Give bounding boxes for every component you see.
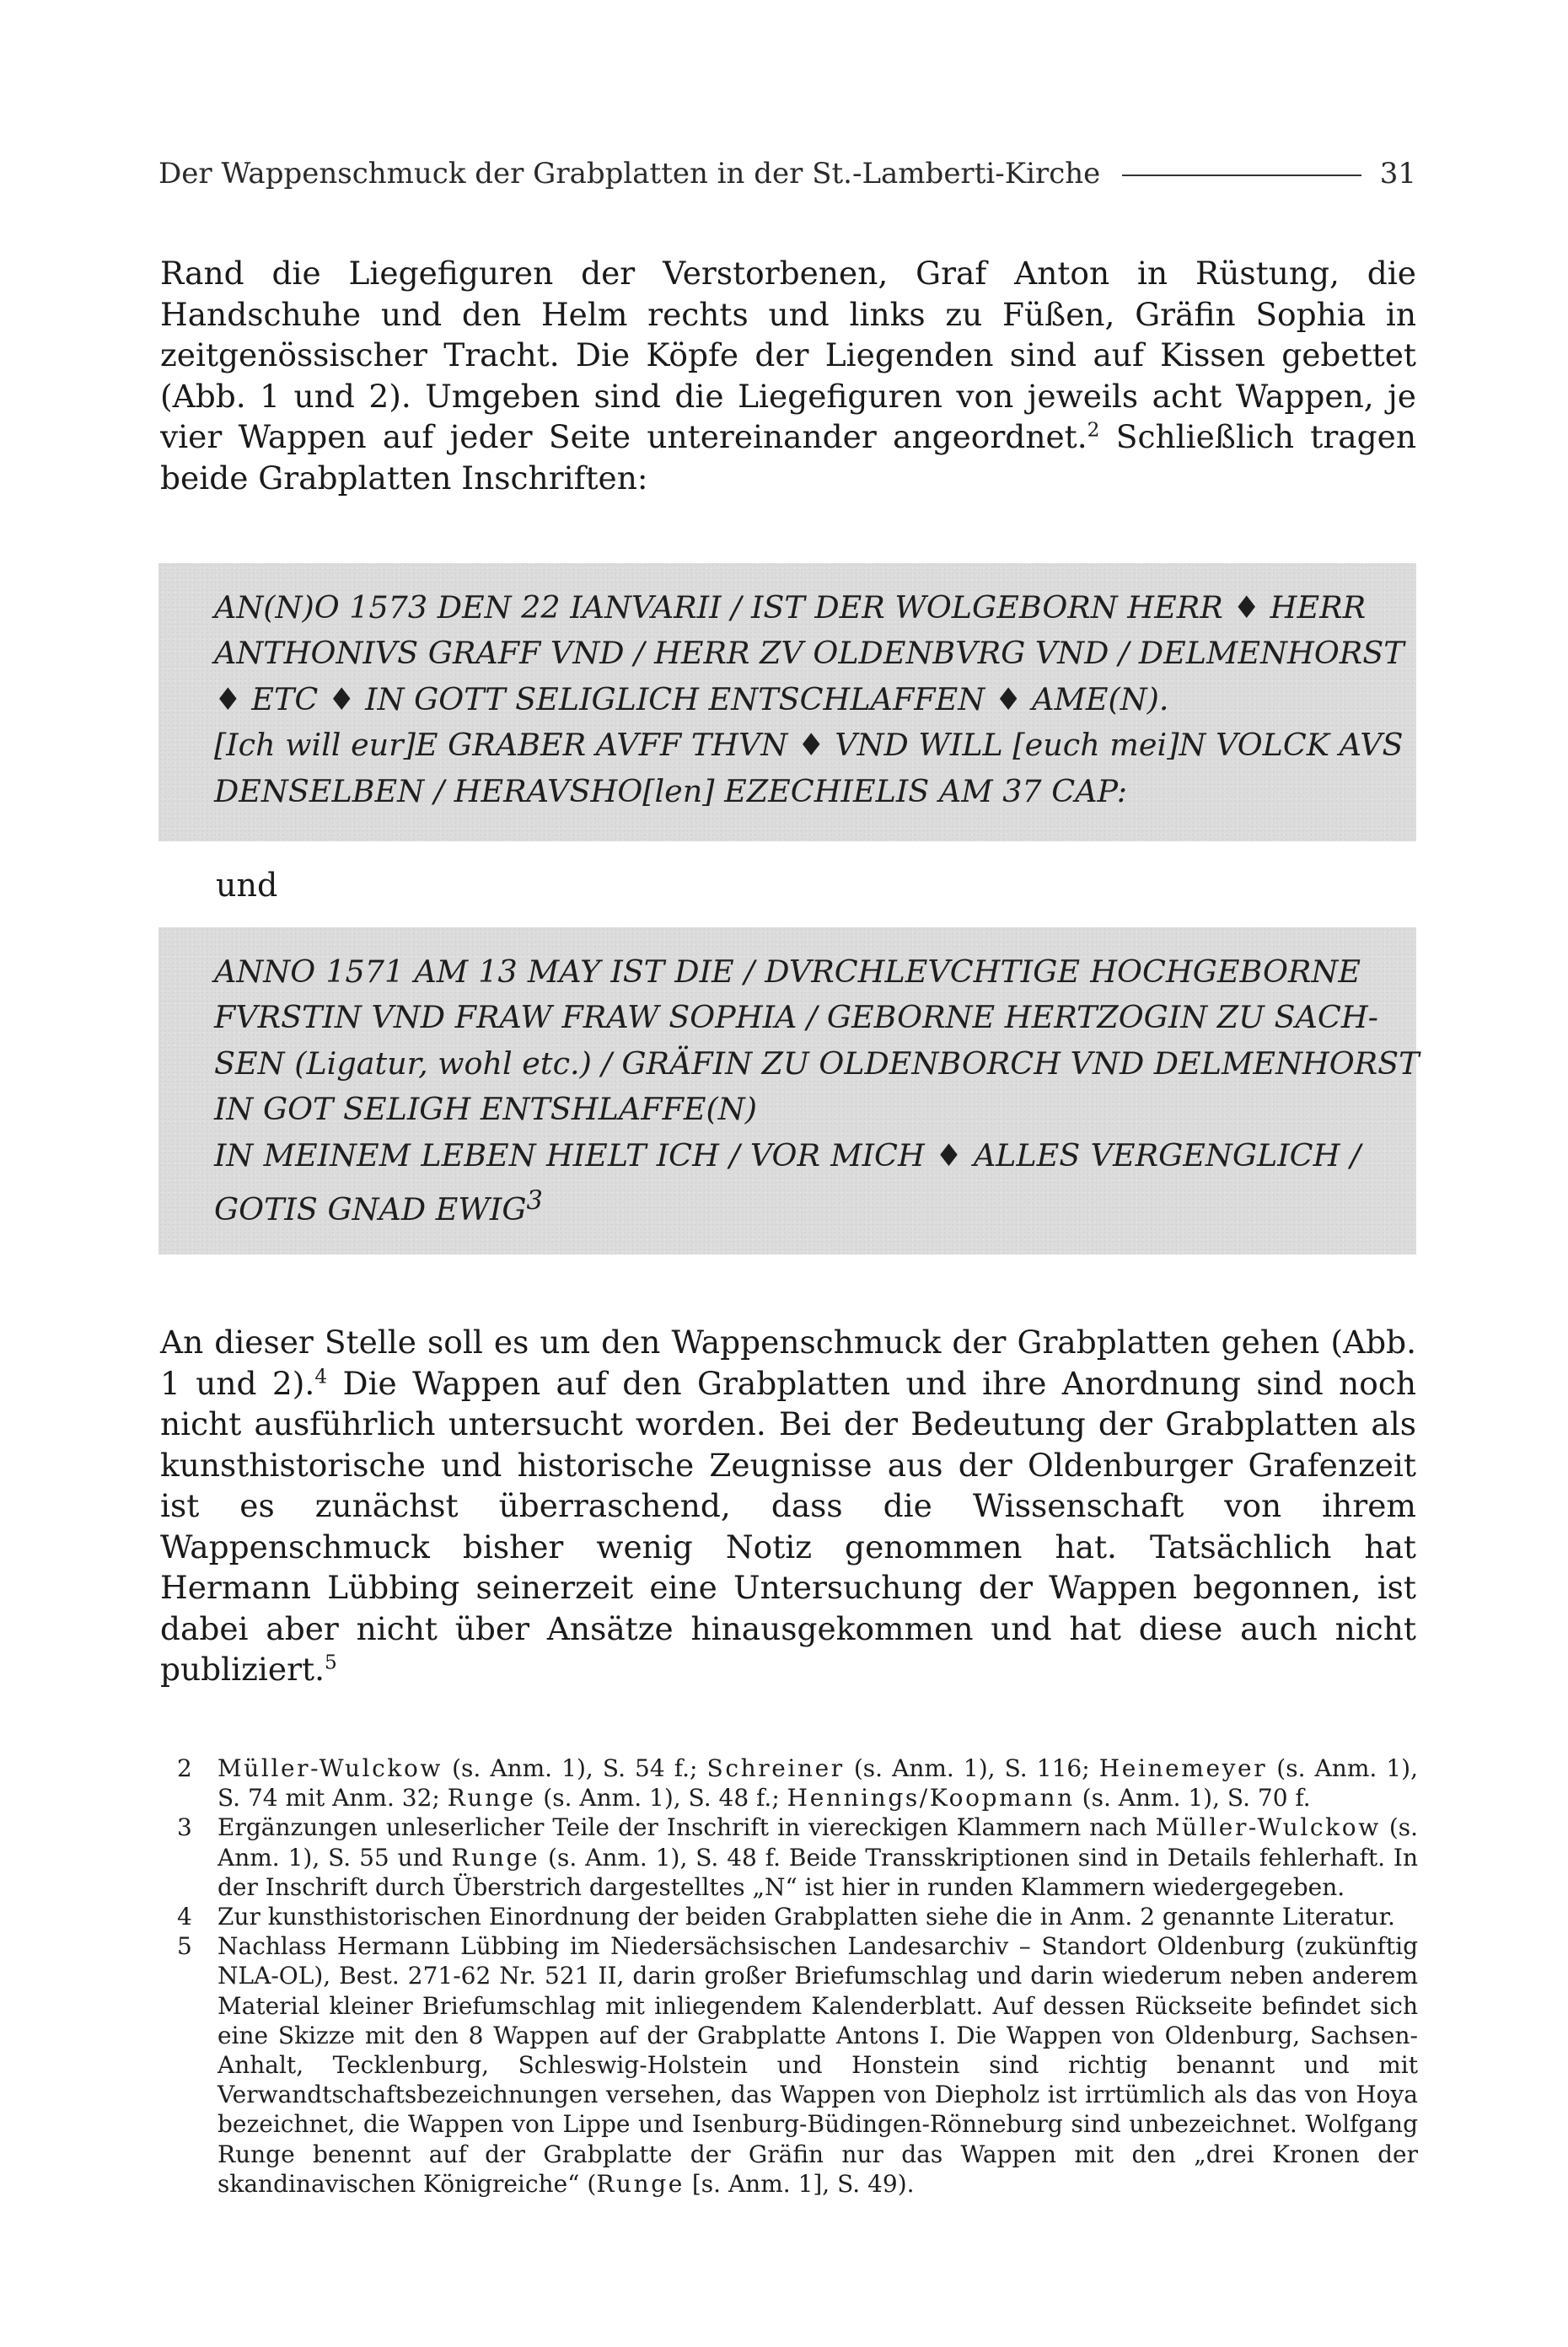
footnotes xyxy=(177,1754,1418,2199)
footnote-number: 4 xyxy=(177,1903,192,1931)
paragraph-discussion-text-b: Die Wappen auf den Grabplatten und ihre Anordnung sind noch nicht ausführlich untersucht worden. Bei der Bedeutung der Grabplatten als kunsthistorische und historische Zeugnisse aus der Oldenburger Grafenzeit ist es zunächst überraschend, dass die Wissenschaft von ihrem Wappenschmuck bisher wenig Notiz genommen hat. Tatsächlich hat Hermann Lübbing seinerzeit eine Untersuchung der Wappen begonnen, ist dabei aber nicht über Ansätze hinausgekommen und hat diese auch nicht publiziert. xyxy=(160,1364,1416,1688)
inscription-text: EZECHIELIS AM 37 CAP: xyxy=(714,772,1128,809)
footnote-text xyxy=(217,1754,1418,1813)
author-name: Schreiner xyxy=(706,1754,845,1782)
inscription-line: ANNO 1571 AM 13 MAY IST DIE / DVRCHLEVCHTIGE HOCHGEBORNE xyxy=(214,953,1361,990)
footnote-ref-3: 3 xyxy=(526,1186,543,1216)
author-name: Müller-Wulckow xyxy=(1155,1813,1381,1842)
footnote-ref-4: 4 xyxy=(314,1365,328,1388)
footnote-ref-2: 2 xyxy=(1087,418,1100,442)
inscription-line: AN(N)O 1573 DEN 22 IANVARII / IST DER WOLGEBORN HERR ♦ HERR xyxy=(214,589,1367,626)
footnote-segment: [s. Anm. 1], S. 49). xyxy=(684,2169,915,2198)
inscription-line xyxy=(214,769,1361,814)
inscription-text: SEN xyxy=(214,1045,295,1082)
running-header-title: Der Wappenschmuck der Grabplatten in der St.-Lamberti-Kirche xyxy=(158,157,1101,191)
inscription-supplement: [len] xyxy=(642,772,715,809)
author-name: Runge xyxy=(451,1843,540,1872)
footnote-segment: (s. Anm. 1), S. 48 f. Beide Transskriptionen sind in Details fehlerhaft. In der Inschrift durch Überstrich dargestelltes „N“ ist hier in runden Klammern wiedergegeben. xyxy=(217,1843,1418,1901)
inscription-supplement: [euch mei] xyxy=(1012,727,1179,764)
running-header xyxy=(158,150,1416,197)
footnote-number: 5 xyxy=(177,1932,192,1961)
footnote-segment: (s. Anm. 1), S. 54 f.; xyxy=(443,1754,707,1782)
author-name: Runge xyxy=(596,2169,685,2198)
paragraph-intro-text-b: Schließlich tragen beide Grabplatten Inschriften: xyxy=(160,418,1416,497)
inscription-line: ♦ ETC ♦ IN GOTT SELIGLICH ENTSCHLAFFEN ♦ AME(N). xyxy=(214,680,1169,717)
footnote-segment: (s. Anm. 1), S. 116; xyxy=(844,1754,1099,1782)
footnote-number: 2 xyxy=(177,1754,192,1782)
inscription-box-sophia xyxy=(158,927,1420,1254)
inscription-line: FVRSTIN VND FRAW FRAW SOPHIA / GEBORNE HERTZOGIN ZU SACH- xyxy=(214,999,1378,1036)
inscription-text: / GRÄFIN ZU OLDENBORCH VND DELMENHORST xyxy=(591,1045,1420,1082)
footnote-segment: (s. Anm. 1), S. 48 f.; xyxy=(535,1784,787,1813)
footnote-2 xyxy=(177,1754,1418,1813)
footnote-text xyxy=(217,1931,1418,2199)
footnote-segment: (s. Anm. 1), S. 70 f. xyxy=(1074,1784,1311,1813)
footnote-segment: (s. Anm. 1), S. 55 und xyxy=(217,1813,1419,1872)
paragraph-discussion-text-a: An dieser Stelle soll es um den Wappenschmuck der Grabplatten gehen (Abb. 1 und 2). xyxy=(160,1324,1416,1402)
footnote-4 xyxy=(177,1902,1418,1931)
inscription-text: GOTIS GNAD EWIG xyxy=(214,1191,527,1228)
author-name: Müller-Wulckow xyxy=(217,1754,443,1782)
footnote-text: Zur kunsthistorischen Einordnung der beiden Grabplatten siehe die in Anm. 2 genannte Literatur. xyxy=(217,1903,1395,1931)
footnote-text xyxy=(217,1813,1418,1902)
footnote-5 xyxy=(177,1931,1418,2199)
footnote-number: 3 xyxy=(177,1813,192,1842)
inscription-box-anton xyxy=(158,563,1416,841)
inscription-line: IN MEINEM LEBEN HIELT ICH / VOR MICH ♦ ALLES VERGENGLICH / xyxy=(214,1136,1361,1174)
paragraph-discussion xyxy=(160,1322,1416,1690)
header-rule xyxy=(1122,175,1361,176)
inscription-text: DENSELBEN / HERAVSHO xyxy=(214,772,643,809)
inscription-text: N VOLCK AVS xyxy=(1179,727,1404,764)
inscription-line xyxy=(214,1041,1420,1087)
inscription-text: E GRABER AVFF THVN ♦ VND WILL xyxy=(415,727,1013,764)
inscription-ligature-note: (Ligatur, wohl etc.) xyxy=(294,1045,592,1082)
footnote-3 xyxy=(177,1813,1418,1902)
author-name: Hennings/Koopmann xyxy=(787,1784,1075,1813)
page-number: 31 xyxy=(1379,157,1416,191)
conjunction-und: und xyxy=(216,867,278,904)
paragraph-intro-text-a: Rand die Liegefiguren der Verstorbenen, Graf Anton in Rüstung, die Handschuhe und den Helm rechts und links zu Füßen, Gräfin Sophia in zeitgenössischer Tracht. Die Köpfe der Liegenden sind auf Kissen gebettet (Abb. 1 und 2). Umgeben sind die Liegefiguren von jeweils acht Wappen, je vier Wappen auf jeder Seite untereinander angeordnet. xyxy=(160,255,1416,455)
footnote-ref-5: 5 xyxy=(325,1651,337,1674)
inscription-line xyxy=(214,1179,1361,1233)
author-name: Runge xyxy=(447,1784,536,1813)
footnote-segment: Ergänzungen unleserlicher Teile der Inschrift in viereckigen Klammern nach xyxy=(217,1813,1156,1842)
inscription-line xyxy=(214,722,1404,768)
inscription-supplement: [Ich will eur] xyxy=(214,727,416,764)
footnote-segment: Nachlass Hermann Lübbing im Niedersächsischen Landesarchiv – Standort Oldenburg (zukünftig NLA-OL), Best. 271-62 Nr. 521 II, darin großer Briefumschlag und darin wiederum neben anderem Material kleiner Briefumschlag mit inliegendem Kalenderblatt. Auf dessen Rückseite befindet sich eine Skizze mit den 8 Wappen auf der Grabplatte Antons I. Die Wappen von Oldenburg, Sachsen-Anhalt, Tecklenburg, Schleswig-Holstein und Honstein sind richtig benannt und mit Verwandtschaftsbezeichnungen versehen, das Wappen von Diepholz ist irrtümlich als das von Hoya bezeichnet, die Wappen von Lippe und Isenburg-Büdingen-Rönneburg sind unbezeichnet. Wolfgang Runge benennt auf der Grabplatte der Gräfin nur das Wappen mit den „drei Kronen der skandinavischen Königreiche“ ( xyxy=(217,1932,1418,2198)
paragraph-intro xyxy=(160,253,1416,498)
inscription-line: IN GOT SELIGH ENTSHLAFFE(N) xyxy=(214,1091,757,1128)
footnote-segment: (s. Anm. 1), S. 74 mit Anm. 32; xyxy=(217,1754,1418,1813)
inscription-line: ANTHONIVS GRAFF VND / HERR ZV OLDENBVRG VND / DELMENHORST xyxy=(214,635,1404,672)
author-name: Heinemeyer xyxy=(1098,1754,1268,1782)
